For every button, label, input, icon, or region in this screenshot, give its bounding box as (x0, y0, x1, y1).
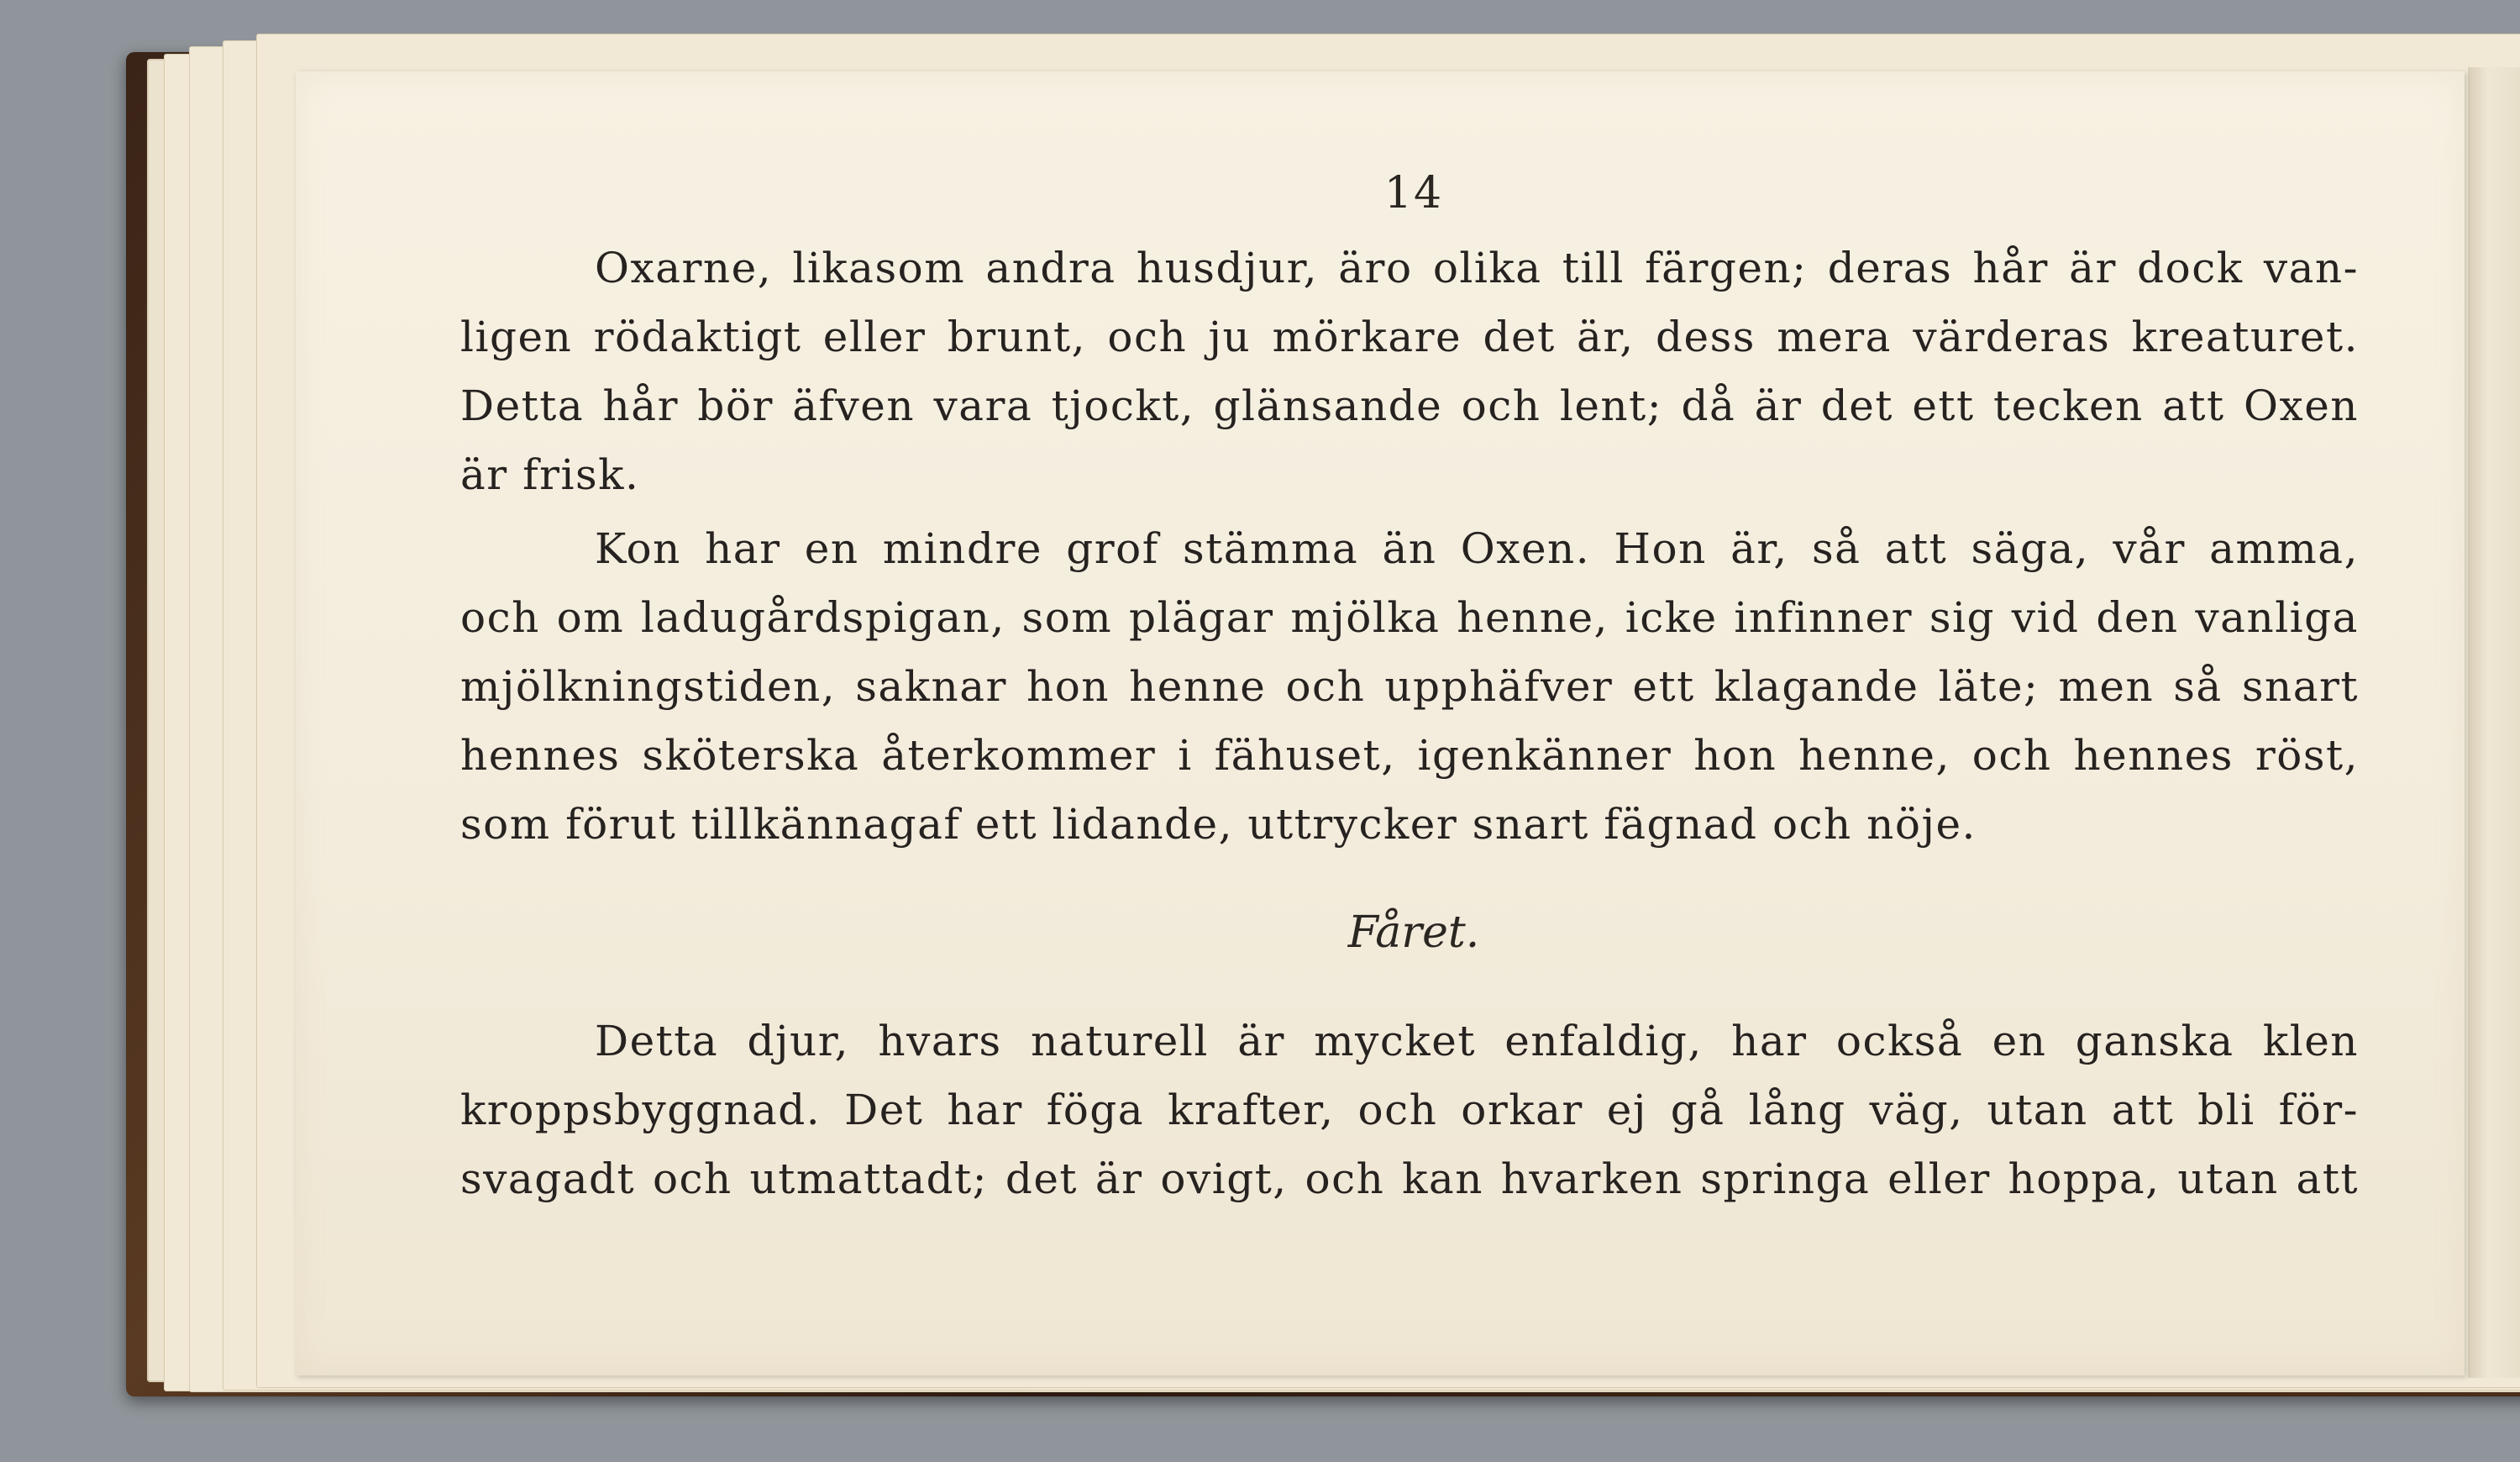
book-page (296, 71, 2465, 1375)
text-line: svagadt och utmattadt; det är ovigt, och kan hvarken springa eller hoppa, utan att (460, 1154, 2359, 1203)
text-line: hennes sköterska återkommer i fähuset, igenkänner hon henne, och hennes röst, (460, 731, 2359, 780)
text-line: kroppsbyggnad. Det har föga krafter, och orkar ej gå lång väg, utan att bli för- (460, 1086, 2359, 1134)
text-line: som förut tillkännagaf ett lidande, uttrycker snart fägnad och nöje. (460, 800, 1977, 849)
text-line: Detta hår bör äfven vara tjockt, glänsande och lent; då är det ett tecken att Oxen (460, 381, 2359, 430)
text-line: ligen rödaktigt eller brunt, och ju mörkare det är, dess mera värderas kreaturet. (460, 313, 2359, 361)
facing-page-edge (2468, 67, 2520, 1378)
section-heading: Fåret. (1347, 907, 1480, 958)
text-line: mjölkningstiden, saknar hon henne och upphäfver ett klagande läte; men så snart (460, 662, 2359, 711)
text-line: Kon har en mindre grof stämma än Oxen. Hon är, så att säga, vår amma, (595, 524, 2359, 573)
text-line: är frisk. (460, 450, 640, 499)
text-line: Oxarne, likasom andra husdjur, äro olika till färgen; deras hår är dock van- (595, 244, 2359, 292)
page-number: 14 (1383, 168, 1444, 218)
text-line: och om ladugårdspigan, som plägar mjölka henne, icke infinner sig vid den vanliga (460, 593, 2359, 642)
text-line: Detta djur, hvars naturell är mycket enfaldig, har också en ganska klen (595, 1017, 2359, 1065)
